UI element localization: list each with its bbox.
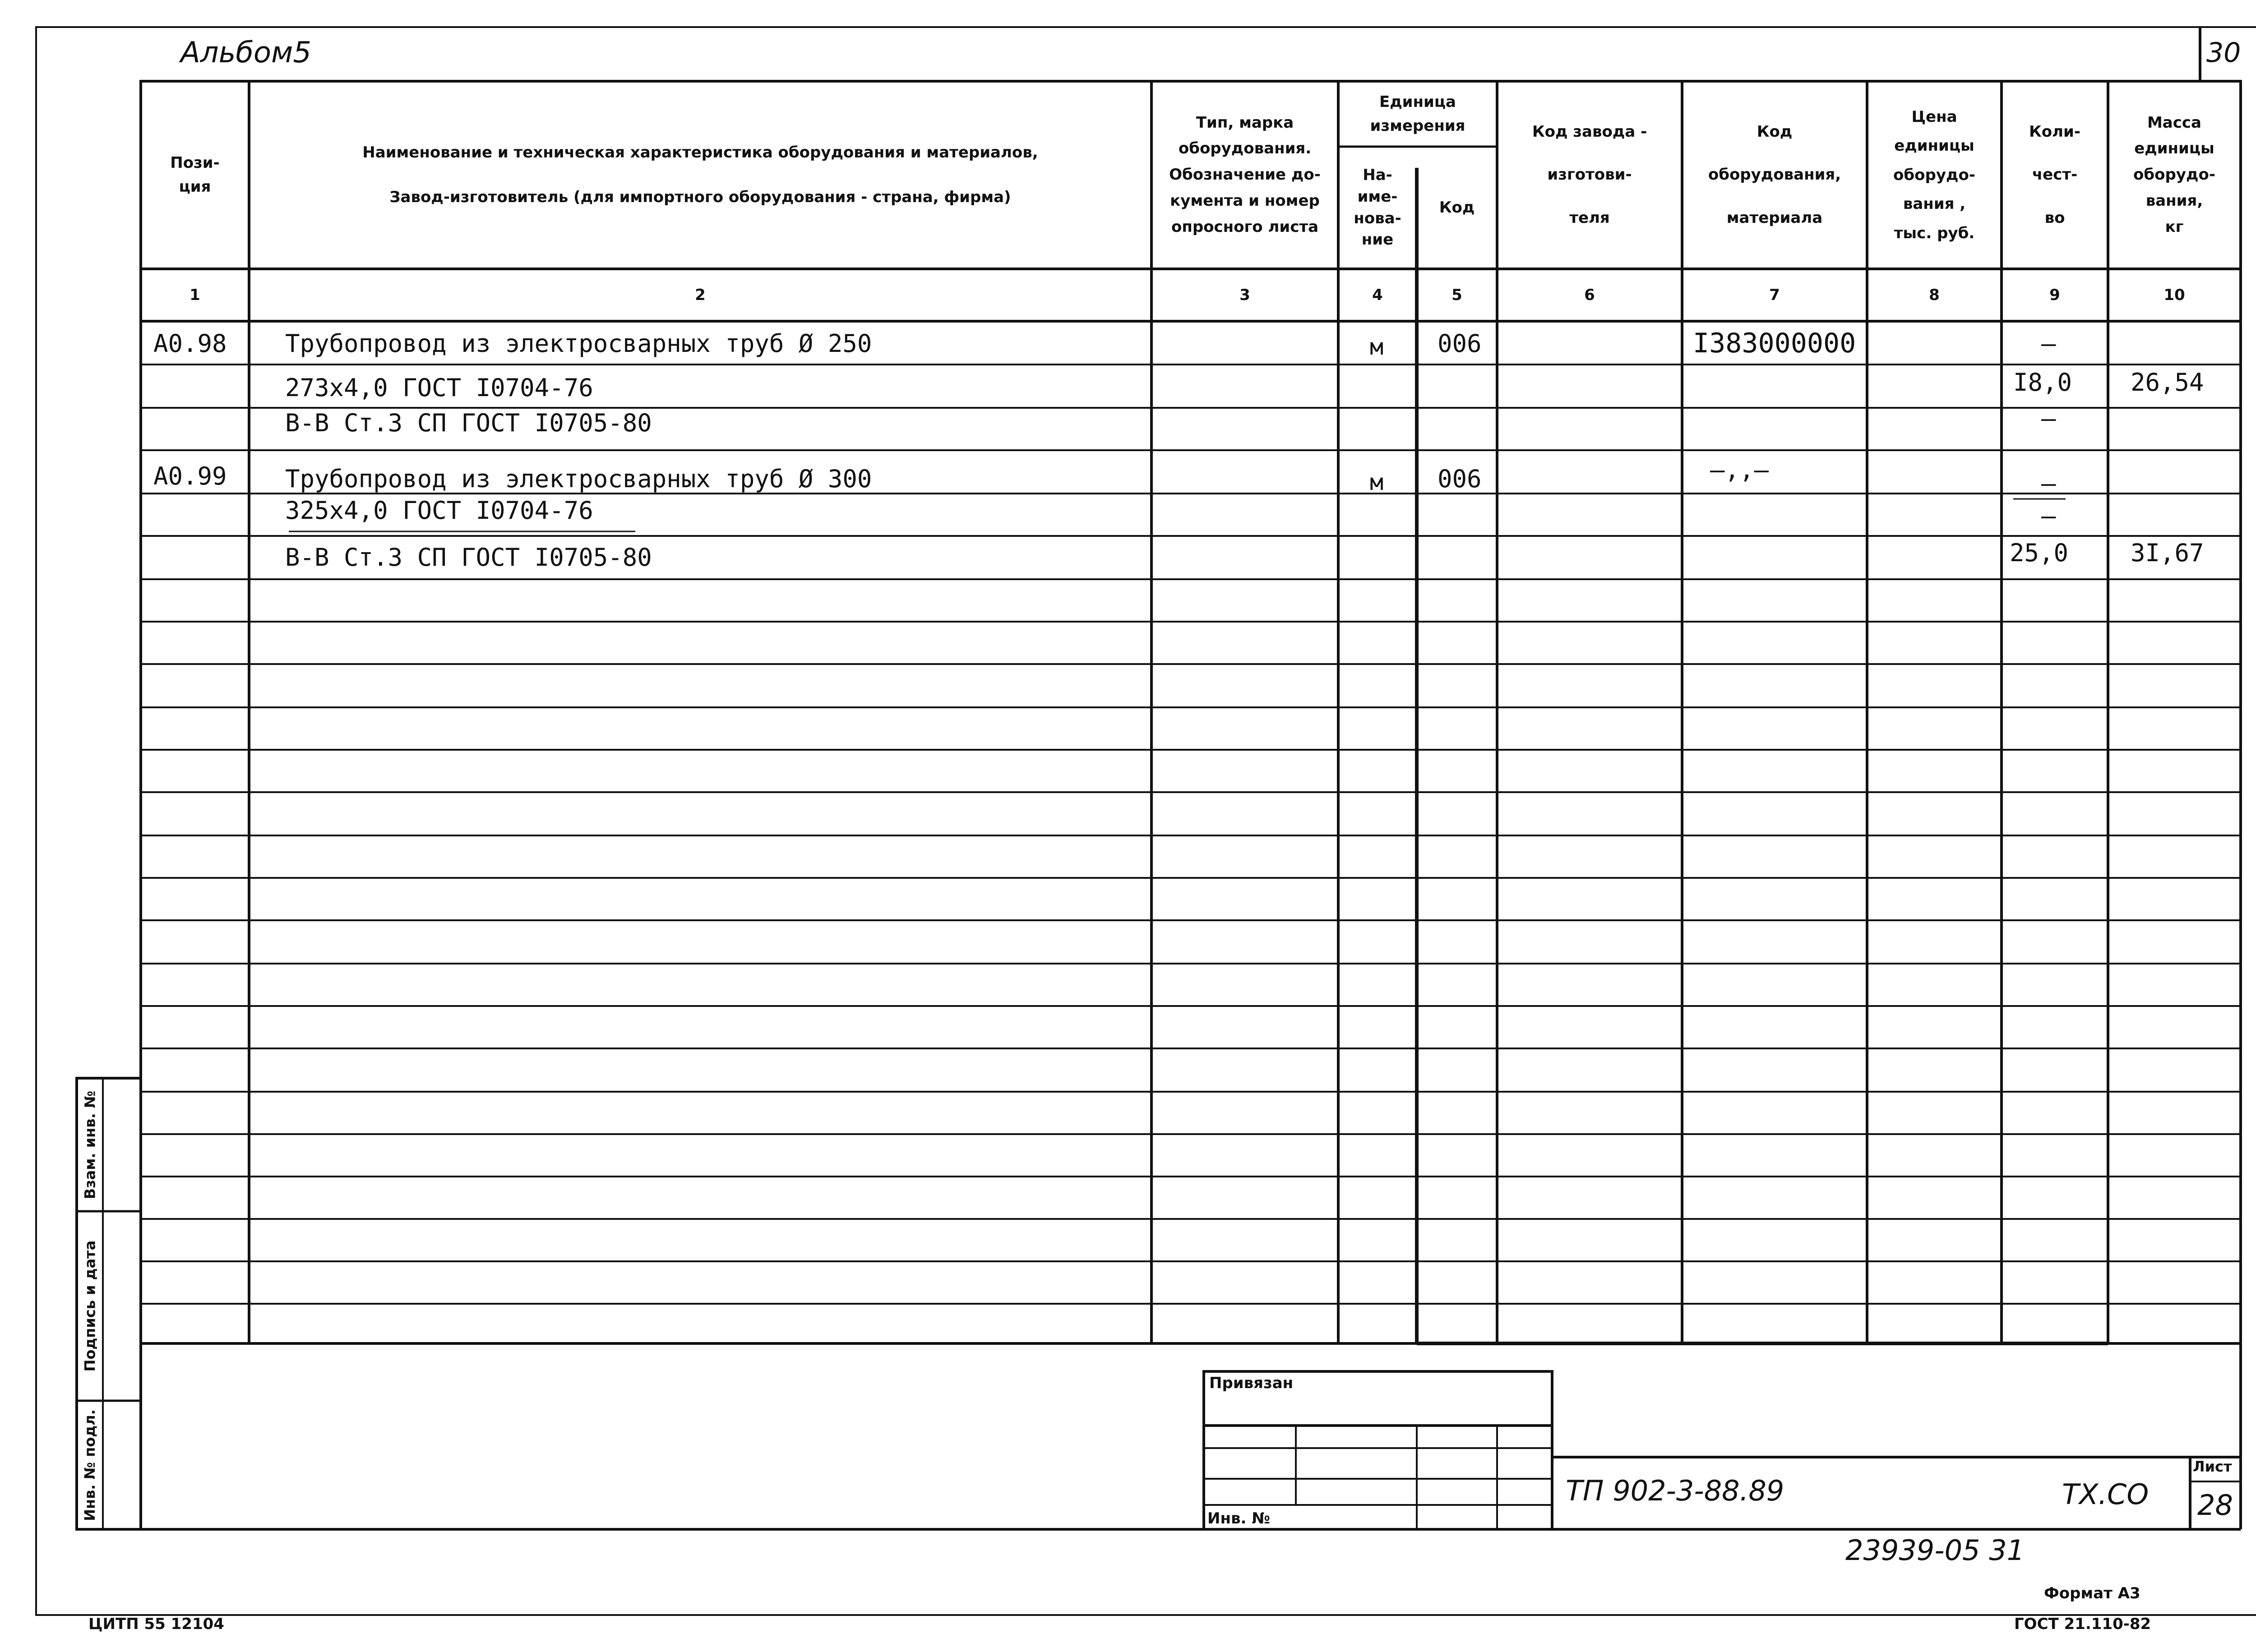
table-row-mass: 3I,67 xyxy=(2131,539,2204,567)
table-row-material-code: —,,— xyxy=(1710,456,1769,484)
header-factory-code: Код завода - изготови- теля xyxy=(1532,123,1647,227)
header-unit: Единица измерения xyxy=(1370,92,1465,135)
col-number: 8 xyxy=(1929,286,1940,304)
col-number: 2 xyxy=(695,286,706,304)
header-name: Наименование и техническая характеристика оборудования и материалов, Завод-изготовитель (для импортного оборудования - страна, фирма) xyxy=(362,143,1038,206)
col-number: 1 xyxy=(190,286,200,304)
gost-label: ГОСТ 21.110-82 xyxy=(2014,1615,2151,1633)
table-row-position: А0.99 xyxy=(153,462,227,490)
col-number: 7 xyxy=(1769,286,1780,304)
table-row-mass: 26,54 xyxy=(2131,368,2204,397)
col-number: 4 xyxy=(1372,286,1383,304)
table-row-unit-code: 006 xyxy=(1438,329,1482,358)
stamp-privyazan: Привязан xyxy=(1209,1374,1294,1392)
citp-label: ЦИТП 55 12104 xyxy=(88,1615,224,1633)
table-row-quantity: – xyxy=(2041,469,2056,498)
format-label: Формат А3 xyxy=(2044,1584,2140,1602)
table-row-quantity: – xyxy=(2041,329,2056,358)
sheet-top-number: 30 xyxy=(2206,37,2241,69)
table-row-quantity: – xyxy=(2041,502,2056,530)
table-row-name: В-В Ст.3 СП ГОСТ I0705-80 xyxy=(285,543,652,572)
table-row-quantity: 25,0 xyxy=(2010,539,2069,567)
table-row-name: 325х4,0 ГОСТ I0704-76 xyxy=(285,496,593,525)
table-row-unit: м xyxy=(1370,469,1384,495)
table-row-quantity: I8,0 xyxy=(2013,368,2072,397)
col-number: 5 xyxy=(1452,286,1462,304)
doc-mark: ТХ.СО xyxy=(2062,1478,2149,1511)
side-label-vzam: Взам. инв. № xyxy=(81,1090,99,1199)
table-row-name: Трубопровод из электросварных труб Ø 250 xyxy=(285,329,872,358)
table-row-unit: м xyxy=(1370,334,1384,360)
col-number: 6 xyxy=(1584,286,1595,304)
header-position: Пози- ция xyxy=(170,154,220,196)
table-row-name: Трубопровод из электросварных труб Ø 300 xyxy=(285,465,872,493)
table-row-position: А0.98 xyxy=(153,329,227,358)
header-material-code: Код оборудования, материала xyxy=(1708,123,1841,227)
header-quantity: Коли- чест- во xyxy=(2029,123,2080,227)
table-row-name: 273х4,0 ГОСТ I0704-76 xyxy=(285,374,593,402)
col-number: 3 xyxy=(1239,286,1250,304)
side-label-podpis: Подпись и дата xyxy=(81,1240,98,1372)
header-price: Цена единицы оборудо- вания , тыс. руб. xyxy=(1893,107,1975,242)
table-row-material-code: I383000000 xyxy=(1693,328,1856,359)
header-unit-name: На- име- нова- ние xyxy=(1354,166,1401,249)
header-type: Тип, марка оборудования. Обозначение до- кумента и номер опросного листа xyxy=(1169,113,1321,236)
stamp-inv-no: Инв. № xyxy=(1207,1509,1271,1527)
table-row-name: В-В Ст.3 СП ГОСТ I0705-80 xyxy=(285,409,652,437)
table-row-quantity: – xyxy=(2041,404,2056,433)
header-mass: Масса единицы оборудо- вания, кг xyxy=(2133,113,2215,236)
list-label: Лист xyxy=(2193,1458,2232,1475)
list-number: 28 xyxy=(2197,1489,2233,1522)
archive-number: 23939-05 31 xyxy=(1845,1534,2025,1567)
col-number: 10 xyxy=(2164,286,2185,304)
doc-code: ТП 902-3-88.89 xyxy=(1566,1474,1784,1507)
header-unit-code: Код xyxy=(1439,198,1475,217)
table-row-unit-code: 006 xyxy=(1438,465,1482,493)
col-number: 9 xyxy=(2049,286,2060,304)
side-label-inv: Инв. № подл. xyxy=(81,1409,99,1521)
album-label: Альбом5 xyxy=(180,36,312,69)
